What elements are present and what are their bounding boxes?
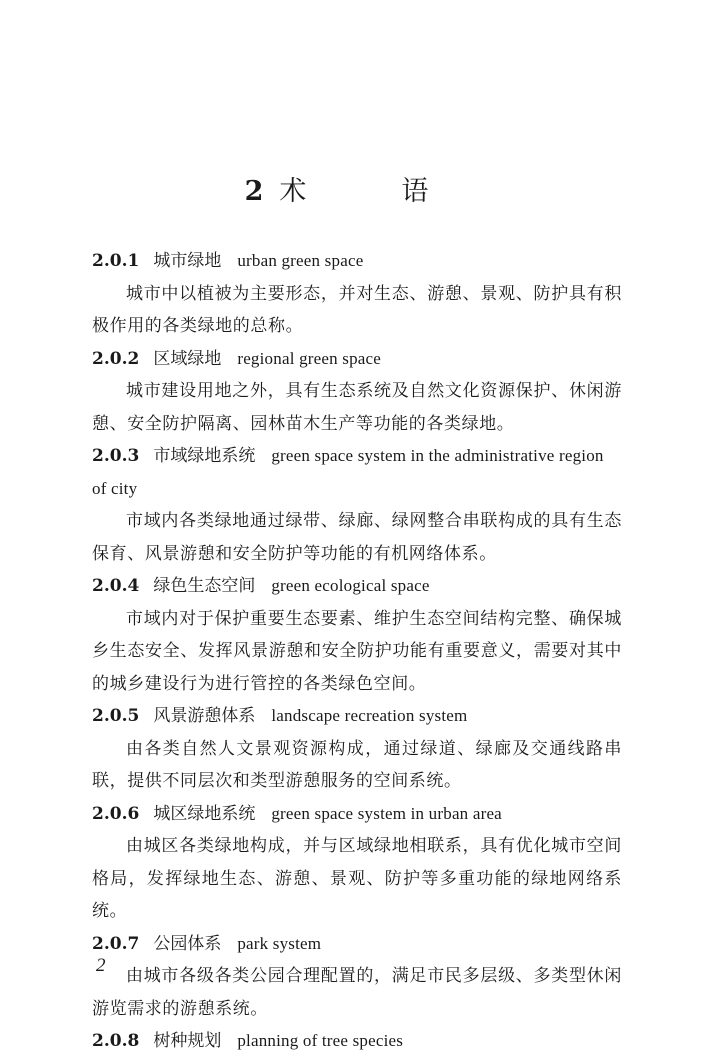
term-number: 2.0.2 (92, 348, 140, 369)
term-chinese: 城区绿地系统 (153, 803, 256, 824)
term-english: green ecological space (271, 576, 430, 595)
term-english: regional green space (237, 348, 382, 368)
page-number: 2 (96, 955, 106, 976)
chapter-number: 2 (244, 176, 264, 207)
term-number: 2.0.1 (92, 251, 140, 271)
term-number: 2.0.8 (92, 1031, 140, 1051)
term-entry-2-0-1 (92, 245, 622, 278)
term-entry-2-0-3 (92, 440, 622, 505)
term-definition: 市域内对于保护重要生态要素、维护生态空间结构完整、确保城乡生态安全、发挥风景游憩和安全防护功能有重要意义，需要对其中的城乡建设行为进行管控的各类绿色空间。 (92, 608, 622, 694)
chapter-heading (0, 172, 707, 212)
term-entry-2-0-8 (92, 1025, 622, 1058)
term-entry-2-0-6 (92, 798, 622, 831)
term-definition: 市域内各类绿地通过绿带、绿廊、绿网整合串联构成的具有生态保育、风景游憩和安全防护等功能的有机网络体系。 (92, 511, 622, 564)
terms-list (92, 245, 622, 1058)
term-number: 2.0.4 (92, 576, 140, 596)
term-english: green space system in urban area (271, 803, 502, 823)
term-entry-2-0-5 (92, 700, 622, 733)
term-definition: 由城区各类绿地构成，并与区域绿地相联系，具有优化城市空间格局，发挥绿地生态、游憩、景观、防护等多重功能的绿地网络系统。 (92, 836, 622, 921)
term-definition: 城市建设用地之外，具有生态系统及自然文化资源保护、休闲游憩、安全防护隔离、园林苗木生产等功能的各类绿地。 (92, 381, 622, 434)
term-english: green space system in the administrative region of city (92, 446, 604, 498)
term-chinese: 风景游憩体系 (153, 706, 256, 726)
term-definition: 由各类自然人文景观资源构成，通过绿道、绿廊及交通线路串联，提供不同层次和类型游憩服务的空间系统。 (92, 738, 622, 791)
term-number: 2.0.5 (92, 706, 140, 726)
term-number: 2.0.7 (92, 933, 140, 954)
chapter-title: 术 语 (279, 176, 463, 207)
term-chinese: 公园体系 (153, 933, 222, 954)
term-chinese: 绿色生态空间 (153, 576, 256, 596)
term-entry-2-0-4 (92, 570, 622, 603)
term-chinese: 树种规划 (153, 1031, 222, 1051)
term-chinese: 市域绿地系统 (153, 446, 256, 466)
term-english: planning of tree species (237, 1031, 404, 1050)
term-entry-2-0-2 (92, 343, 622, 376)
term-chinese: 区域绿地 (153, 348, 222, 369)
term-chinese: 城市绿地 (153, 251, 222, 271)
term-definition: 城市中以植被为主要形态，并对生态、游憩、景观、防护具有积极作用的各类绿地的总称。 (92, 283, 622, 336)
term-entry-2-0-7 (92, 928, 622, 961)
term-english: landscape recreation system (271, 706, 468, 725)
term-number: 2.0.6 (92, 803, 140, 824)
term-number: 2.0.3 (92, 446, 140, 466)
term-english: park system (237, 933, 322, 953)
term-english: urban green space (237, 251, 364, 270)
term-definition: 由城市各级各类公园合理配置的，满足市民多层级、多类型休闲游览需求的游憩系统。 (92, 966, 622, 1019)
